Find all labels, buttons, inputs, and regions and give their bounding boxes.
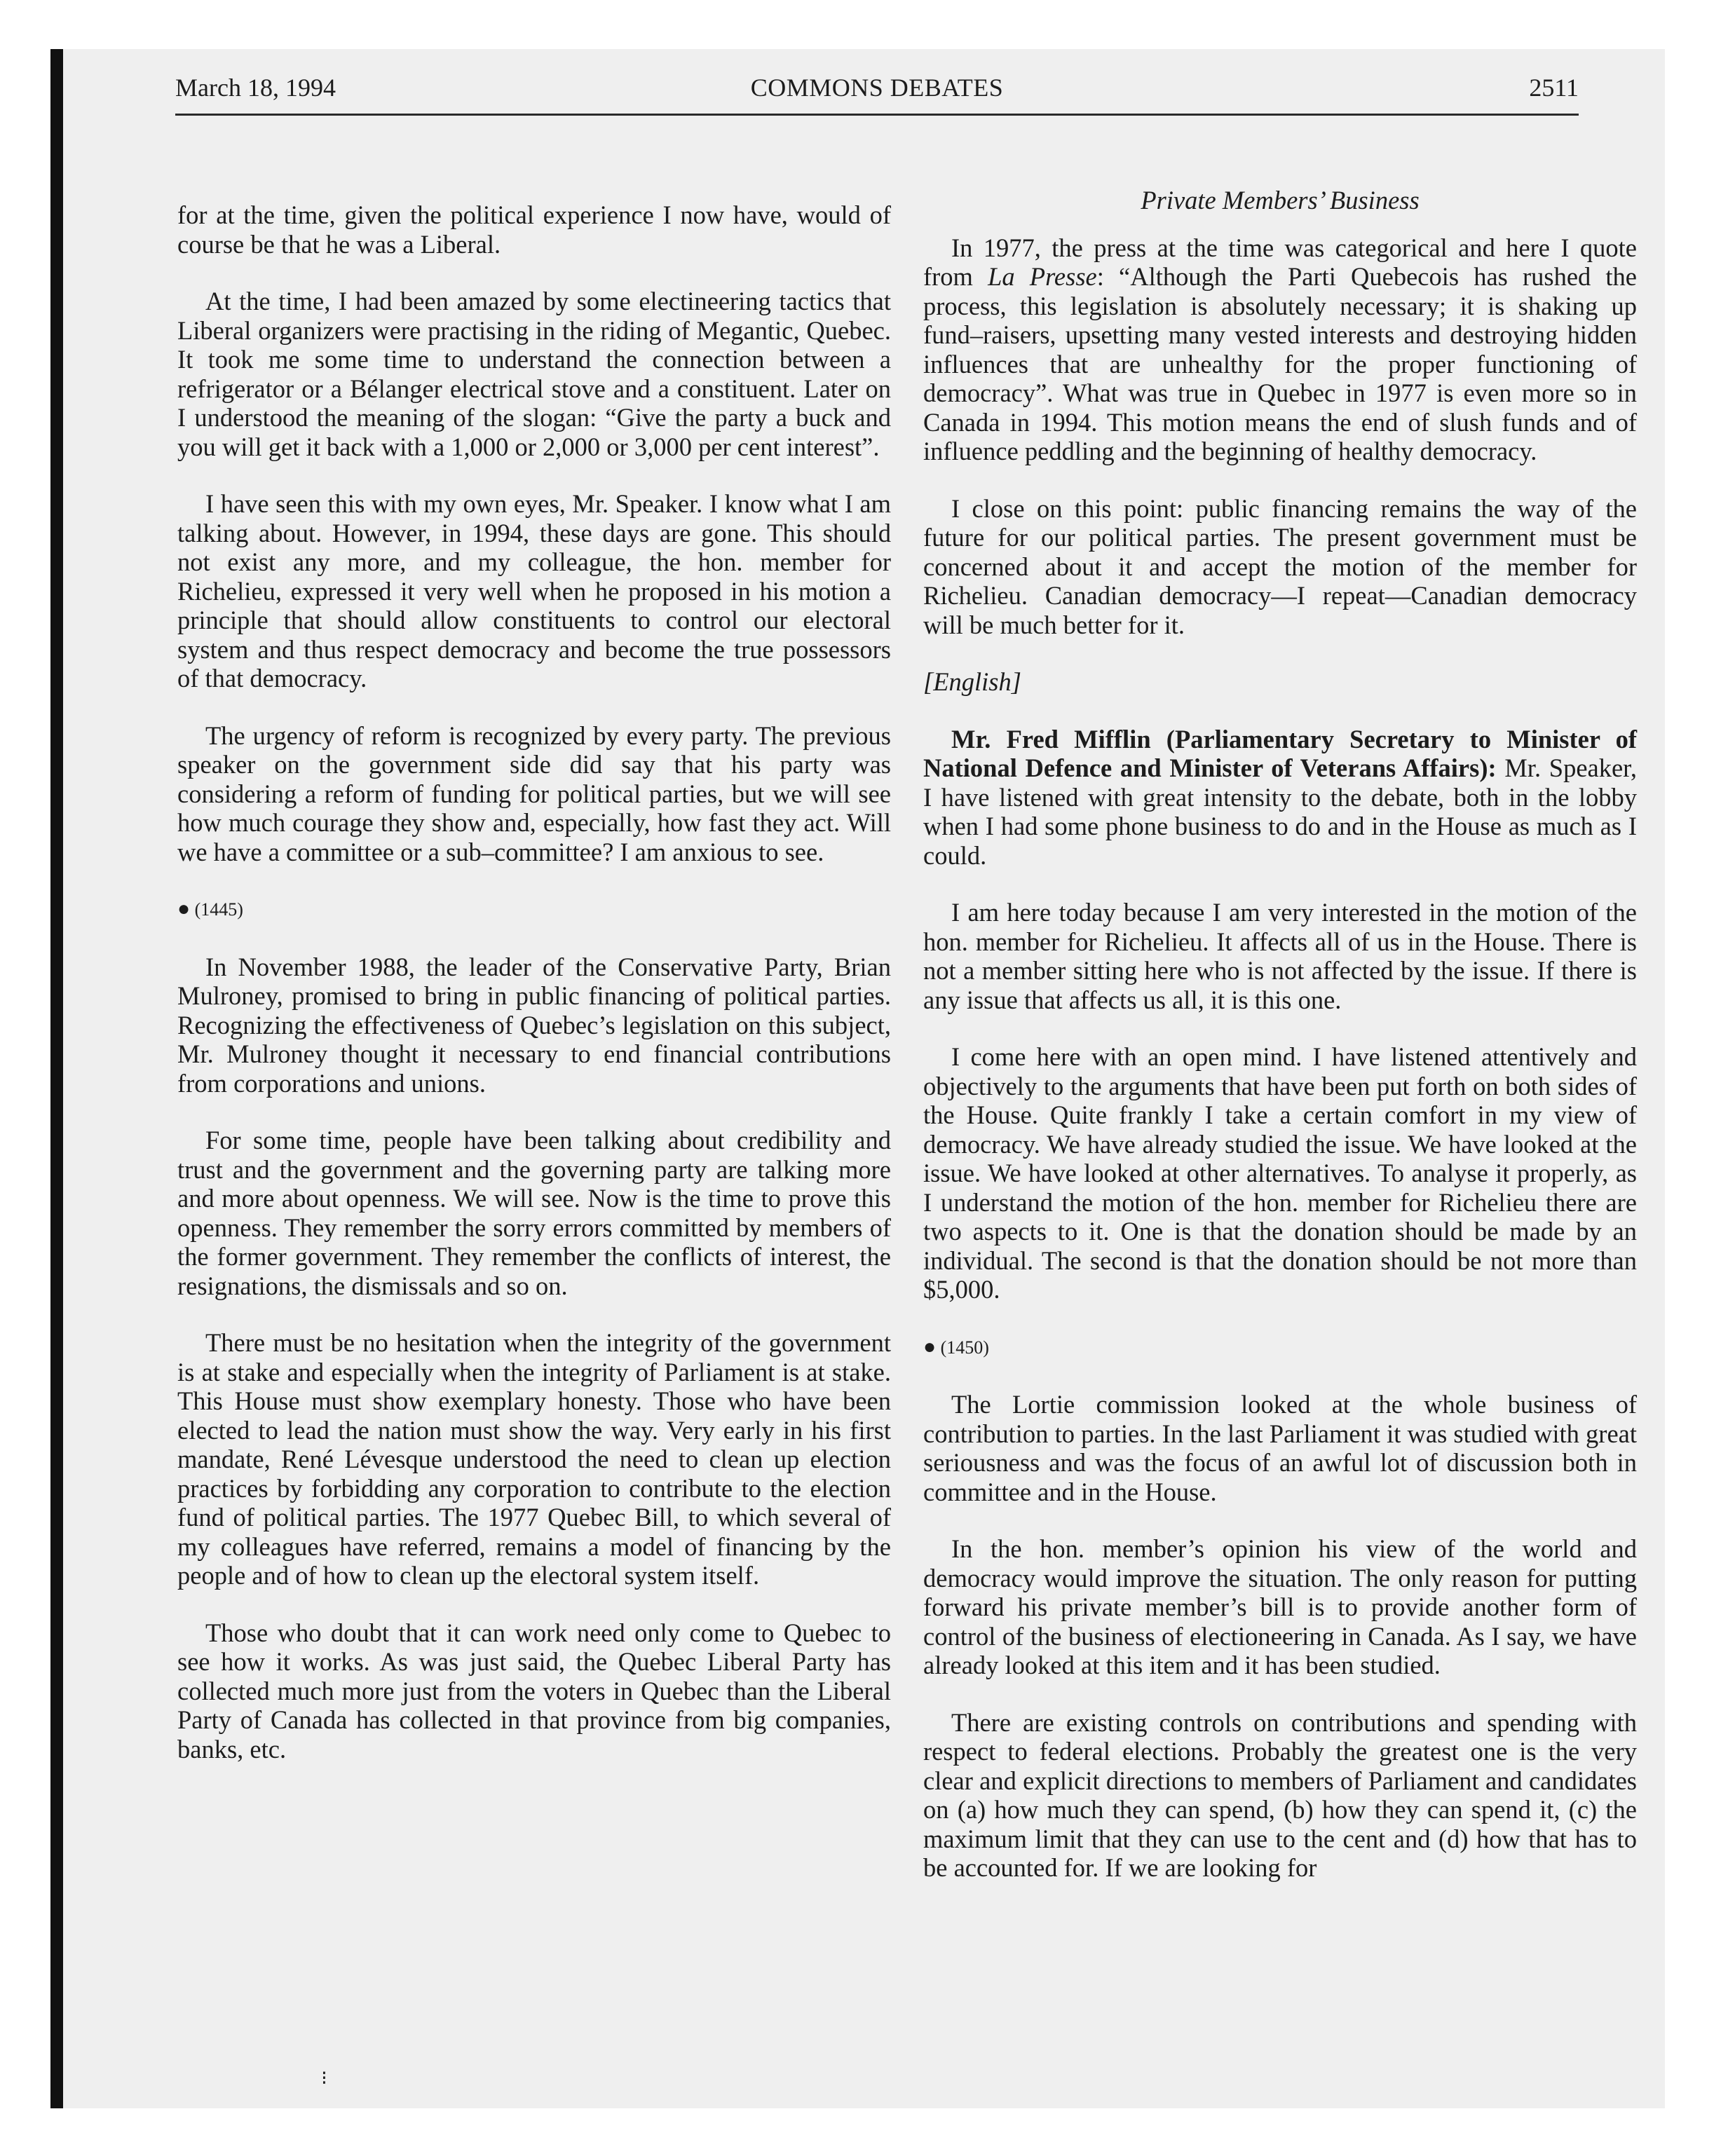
section-heading: Private Members’ Business bbox=[1141, 186, 1420, 214]
right-column bbox=[923, 186, 1637, 1911]
paragraph: I come here with an open mind. I have listened attentively and objectively to the arguments that have been put forth on both sides of the House. Quite frankly I take a certain comfort in my view of democracy. We have already studied the issue. We have looked at the issue. We have looked at other alternatives. To analyse it properly, as I understand the motion of the hon. member for Richelieu there are two aspects to it. One is that the donation should be made by an individual. The second is that the donation should be not more than $5,000. bbox=[923, 1042, 1637, 1304]
paragraph: Those who doubt that it can work need only come to Quebec to see how it works. As was just said, the Quebec Liberal Party has collected much more just from the voters in Quebec than the Liberal Party of Canada has collected in that province from big companies, banks, etc. bbox=[177, 1618, 891, 1763]
page-header bbox=[175, 70, 1579, 116]
paragraph: For some time, people have been talking about credibility and trust and the government and the governing party are talking more and more about openness. We will see. Now is the time to prove this openness. They remember the sorry errors committed by members of the former government. They remember the conflicts of interest, the resignations, the dismissals and so on. bbox=[177, 1126, 891, 1300]
header-title: COMMONS DEBATES bbox=[750, 74, 1004, 102]
time-marker-label: (1450) bbox=[940, 1337, 989, 1358]
paragraph: I have seen this with my own eyes, Mr. Speaker. I know what I am talking about. However, in 1994, these days are gone. This should not exist any more, and my colleague, the hon. member for Richelieu, expressed it very well when he proposed in his motion a principle that should allow constituents to control our electoral system and thus respect democracy and become the true possessors of that democracy. bbox=[177, 489, 891, 692]
speaker-paragraph bbox=[923, 725, 1637, 871]
language-tag-text: [English] bbox=[923, 667, 1021, 696]
bullet-icon: ● bbox=[923, 1335, 937, 1358]
bullet-icon: ● bbox=[177, 897, 191, 920]
paragraph bbox=[923, 233, 1637, 466]
paragraph: There are existing controls on contributions and spending with respect to federal elections. Probably the greatest one is the very clear and explicit directions to members of Parliament and candidates on (a) how much they can spend, (b) how they can spend it, (c) the maximum limit that they can use to the cent and (d) how that has to be accounted for. If we are looking for bbox=[923, 1707, 1637, 1882]
speaker-text: Mr. Speaker, I have listened with great intensity to the debate, both in the lobby when I had some phone business to do and in the House as much as I could. bbox=[923, 753, 1637, 870]
time-marker-label: (1445) bbox=[194, 899, 243, 920]
paragraph: for at the time, given the political experience I now have, would of course be that he was a Liberal. bbox=[177, 200, 891, 259]
paragraph: I close on this point: public financing remains the way of the future for our political parties. The present government must be concerned about it and accept the motion of the member for Richelieu. Canadian democracy—I repeat—Canadian democracy will be much better for it. bbox=[923, 493, 1637, 639]
document-page bbox=[63, 49, 1665, 2108]
paragraph: The urgency of reform is recognized by every party. The previous speaker on the government side did say that his party was considering a reform of funding for political parties, but we will see how much courage they show and, especially, how fast they act. Will we have a committee or a sub–committee? I am anxious to see. bbox=[177, 721, 891, 866]
time-marker bbox=[923, 1332, 1637, 1363]
left-column bbox=[177, 200, 891, 1792]
speaker-name: Mr. Fred Mifflin (Parliamentary Secretary to Minister of National Defence and Minister of Veterans Affairs): bbox=[923, 724, 1637, 782]
time-marker bbox=[177, 894, 891, 925]
paragraph: The Lortie commission looked at the whole business of contribution to parties. In the last Parliament it was studied with great seriousness and was the focus of an awful lot of discussion both in committee and in the House. bbox=[923, 1390, 1637, 1506]
paragraph: In the hon. member’s opinion his view of the world and democracy would improve the situation. The only reason for putting forward his private member’s bill is to provide another form of control of the business of electioneering in Canada. As I say, we have already looked at this item and it has been studied. bbox=[923, 1534, 1637, 1679]
header-date: March 18, 1994 bbox=[175, 74, 336, 102]
stray-mark: ⁝ bbox=[321, 2068, 327, 2089]
source-title: La Presse bbox=[988, 262, 1097, 291]
paragraph: At the time, I had been amazed by some electineering tactics that Liberal organizers were practising in the riding of Megantic, Quebec. It took me some time to understand the connection between a refrigerator or a Bélanger electrical stove and a constituent. Later on I understood the meaning of the slogan: “Give the party a buck and you will get it back with a 1,000 or 2,000 or 3,000 per cent interest”. bbox=[177, 287, 891, 461]
scan-edge-bar bbox=[50, 49, 63, 2108]
page-number: 2511 bbox=[1529, 74, 1579, 102]
paragraph: There must be no hesitation when the integrity of the government is at stake and especially when the integrity of Parliament is at stake. This House must show exemplary honesty. Those who have been elected to lead the nation must show the way. Very early in his first mandate, René Lévesque understood the need to clean up election practices by forbidding any corporation to contribute to the election fund of political parties. The 1977 Quebec Bill, to which several of my colleagues have referred, remains a model of financing by the people and of how to clean up the electoral system itself. bbox=[177, 1328, 891, 1590]
paragraph: I am here today because I am very interested in the motion of the hon. member for Richelieu. It affects all of us in the House. There is not a member sitting here who is not affected by the issue. If there is any issue that affects us all, it is this one. bbox=[923, 898, 1637, 1014]
language-tag bbox=[923, 667, 1637, 697]
paragraph: In November 1988, the leader of the Conservative Party, Brian Mulroney, promised to bring in public financing of political parties. Recognizing the effectiveness of Quebec’s legislation on this subject, Mr. Mulroney thought it necessary to end financial contributions from corporations and unions. bbox=[177, 952, 891, 1098]
paragraph-text: : “Although the Parti Quebecois has rushed the process, this legislation is absolutely necessary; it is shaking up fund–raisers, upsetting many vested interests and destroying hidden influences that are unhealthy for the proper functioning of democracy”. What was true in Quebec in 1977 is even more so in Canada in 1994. This motion means the end of slush funds and of influence peddling and the beginning of healthy democracy. bbox=[923, 262, 1638, 465]
paragraph-text: In 1977, the press at the time was categorical and here I quote from bbox=[923, 233, 1637, 291]
